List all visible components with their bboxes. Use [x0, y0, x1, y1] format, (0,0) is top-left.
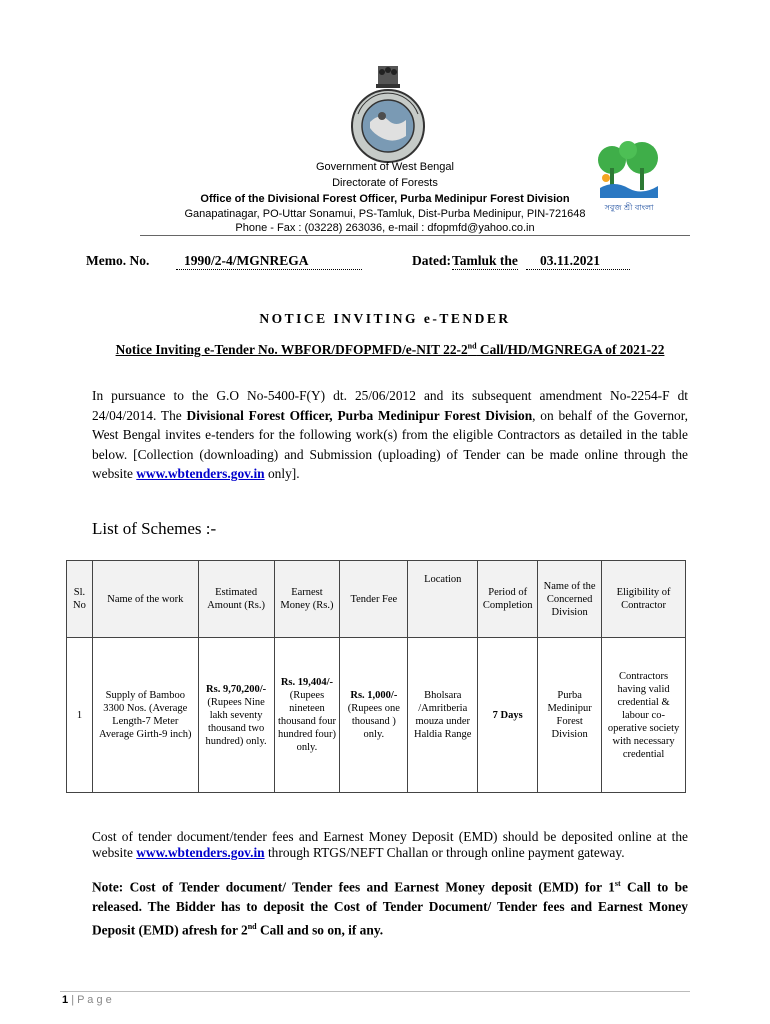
header-address: Ganapatinagar, PO-Uttar Sonamui, PS-Tamluk, Dist-Purba Medinipur, PIN-721648 [184, 208, 586, 220]
intro-website-link[interactable]: www.wbtenders.gov.in [136, 466, 265, 482]
footer-page-number: 1 [62, 994, 69, 1006]
cell-eligibility: Contractors having valid credential & labour co-operative society with necessary credential [602, 638, 686, 793]
th-period: Period of Completion [478, 561, 538, 638]
th-division: Name of the Concerned Division [538, 561, 602, 638]
cell-work: Supply of Bamboo 3300 Nos. (Average Length-7 Meter Average Girth-9 inch) [92, 638, 198, 793]
header-office: Office of the Divisional Forest Officer, Purba Medinipur Forest Division [200, 193, 570, 205]
header-directorate: Directorate of Forests [332, 177, 438, 189]
subtitle-prefix: Notice Inviting e-Tender No. WBFOR/DFOPMFD/e-NIT 22-2 [115, 342, 468, 358]
intro-office-name: Divisional Forest Officer, Purba Medinipur Forest Division [186, 407, 533, 423]
footer-page-label: P a g e [77, 994, 112, 1006]
cell-amount [198, 638, 274, 793]
schemes-table [66, 560, 686, 793]
cell-sl: 1 [67, 638, 93, 793]
th-earnest-money: Earnest Money (Rs.) [274, 561, 340, 638]
cost-paragraph [92, 829, 688, 861]
intro-part3: only]. [264, 466, 300, 482]
cell-fee [340, 638, 408, 793]
cell-emd [274, 638, 340, 793]
memo-label: Memo. No. [86, 253, 150, 268]
footer-divider [60, 991, 690, 992]
west-bengal-emblem [336, 64, 440, 168]
cell-emd-figure: Rs. 19,404/- [280, 677, 334, 688]
note-part2: Call to be released. The Bidder has to deposit the Cost of Tender Document/ Tender fees and Earnest Money Deposit (EMD) afresh for 2 [92, 879, 688, 938]
note-sup2: nd [247, 921, 257, 931]
cell-fee-words: (Rupees one thousand ) only. [347, 703, 400, 740]
sabuj-shree-logo-text: সবুজ শ্রী বাংলা [604, 203, 654, 212]
memo-dated-label: Dated: [412, 253, 451, 268]
th-estimated-amount: Estimated Amount (Rs.) [198, 561, 274, 638]
th-location: Location [408, 561, 478, 638]
cell-fee-figure: Rs. 1,000/- [350, 690, 398, 701]
header-divider [140, 235, 690, 236]
subtitle-suffix: Call/HD/MGNREGA of 2021-22 [476, 342, 665, 358]
cell-period: 7 Days [478, 638, 538, 793]
table-header-row [67, 561, 686, 638]
cell-location: Bholsara /Amritberia mouza under Haldia Range [408, 638, 478, 793]
footer-page: 1 | P a g e [62, 994, 112, 1006]
note-sup1: st [614, 879, 621, 888]
notice-title: NOTICE INVITING e-TENDER [259, 311, 511, 326]
header-contact: Phone - Fax : (03228) 263036, e-mail : dfopmfd@yahoo.co.in [235, 222, 535, 234]
cell-amount-figure: Rs. 9,70,200/- [206, 683, 267, 695]
cost-part2: through RTGS/NEFT Challan or through online payment gateway. [264, 845, 625, 860]
th-name-of-work: Name of the work [92, 561, 198, 638]
cell-division: Purba Medinipur Forest Division [538, 638, 602, 793]
cell-emd-words: (Rupees nineteen thousand four hundred four) only. [277, 690, 336, 753]
cost-part1: Cost of tender document/tender fees and Earnest Money Deposit (EMD) should be deposited online at the website [92, 829, 688, 860]
intro-paragraph [92, 386, 688, 484]
intro-part1: In pursuance to the G.O No-5400-F(Y) dt. 25/06/2012 and its subsequent amendment No-2254-F dt 24/04/2014. The [92, 388, 688, 423]
intro-part2: , on behalf of the Governor, West Bengal invites e-tenders for the following work(s) from the eligible Contractors as detailed in the table below. [Collection (downloading) and Submission (uploading) of Tender can be made online through the website [92, 407, 689, 482]
th-tender-fee: Tender Fee [340, 561, 408, 638]
th-eligibility: Eligibility of Contractor [602, 561, 686, 638]
schemes-heading: List of Schemes :- [92, 519, 217, 538]
subtitle-sup: nd [467, 342, 477, 351]
note-part3: Call and so on, if any. [256, 922, 384, 938]
cell-amount-words: (Rupees Nine lakh seventy thousand two hundred) only. [205, 696, 267, 747]
memo-place: Tamluk the [452, 253, 518, 268]
cost-website-link[interactable]: www.wbtenders.gov.in [136, 845, 265, 860]
table-row [67, 638, 686, 793]
note-paragraph [92, 874, 688, 940]
notice-subtitle [0, 342, 770, 358]
note-part1: Note: Cost of Tender document/ Tender fees and Earnest Money deposit (EMD) for 1 [92, 879, 615, 895]
memo-number: 1990/2-4/MGNREGA [176, 253, 362, 270]
header-government: Government of West Bengal [316, 161, 454, 173]
memo-date: 03.11.2021 [526, 253, 630, 270]
th-sl-no: Sl. No [67, 561, 93, 638]
